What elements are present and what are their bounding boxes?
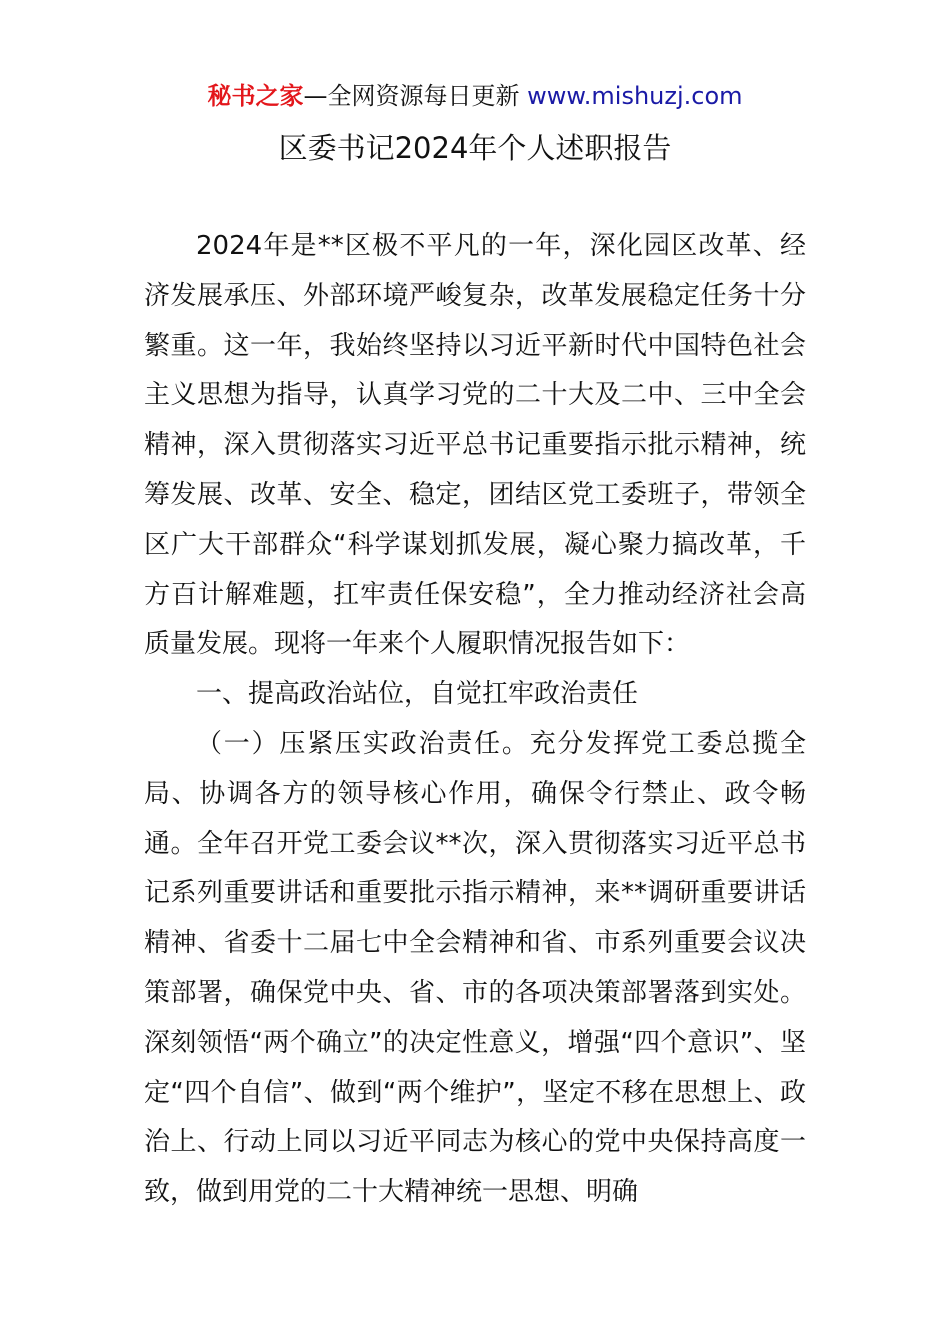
intro-paragraph: 2024年是**区极不平凡的一年，深化园区改革、经济发展承压、外部环境严峻复杂，改革发展稳定任务十分繁重。这一年，我始终坚持以习近平新时代中国特色社会主义思想为指导，认真学习党的二十大及二中、三中全会精神，深入贯彻落实习近平总书记重要指示批示精神，统筹发展、改革、安全、稳定，团结区党工委班子，带领全区广大干部群众“科学谋划抓发展，凝心聚力搞改革，千方百计解难题，扛牢责任保安稳”，全力推动经济社会高质量发展。现将一年来个人履职情况报告如下： [144,231,806,660]
brand-name: 秘书之家 [207,82,304,110]
header-slogan: —全网资源每日更新 [303,82,528,110]
site-header [0,80,950,112]
document-body [144,222,806,1218]
document-title: 区委书记2024年个人述职报告 [278,131,672,165]
subsection-paragraph: （一）压紧压实政治责任。充分发挥党工委总揽全局、协调各方的领导核心作用，确保令行禁止、政令畅通。全年召开党工委会议**次，深入贯彻落实习近平总书记系列重要讲话和重要批示指示精神，来**调研重要讲话精神、省委十二届七中全会精神和省、市系列重要会议决策部署，确保党中央、省、市的各项决策部署落到实处。深刻领悟“两个确立”的决定性意义，增强“四个意识”、坚定“四个自信”、做到“两个维护”，坚定不移在思想上、政治上、行动上同以习近平同志为核心的党中央保持高度一致，做到用党的二十大精神统一思想、明确 [144,728,806,1208]
section-heading: 一、提高政治站位，自觉扛牢政治责任 [196,679,639,710]
site-url[interactable]: www.mishuzj.com [527,82,743,110]
